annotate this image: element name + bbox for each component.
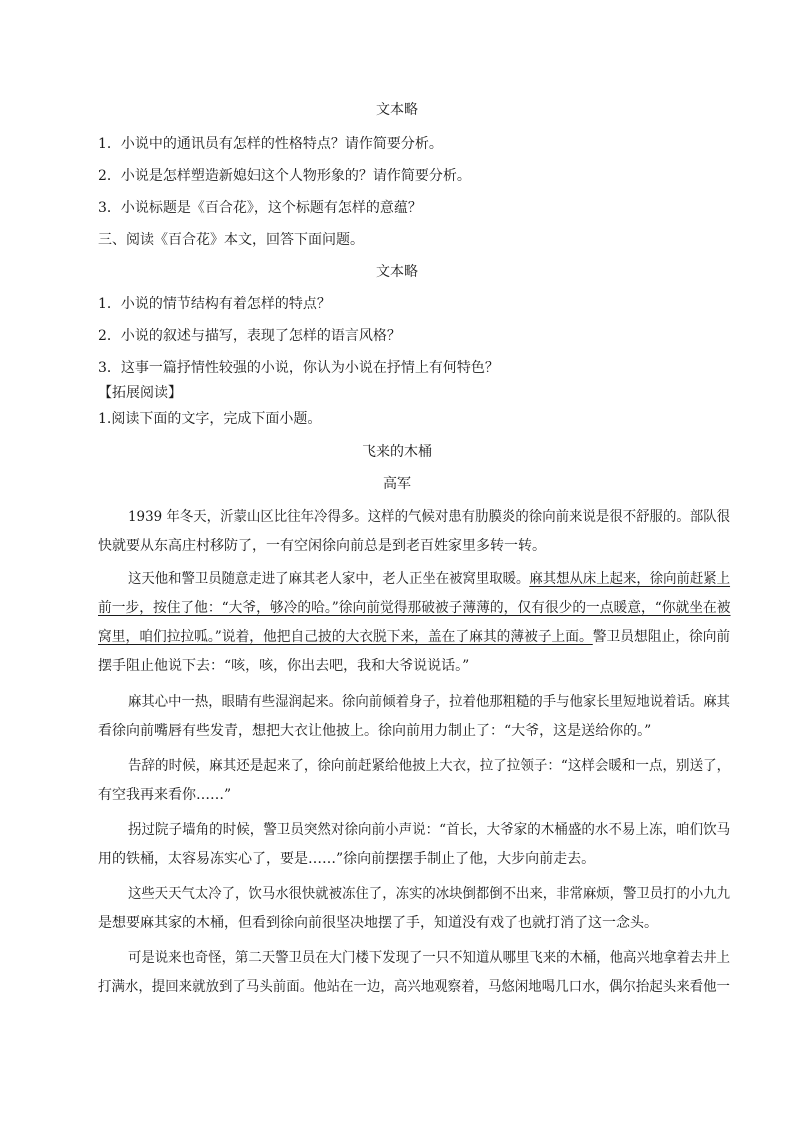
story-paragraph-3-line-2: 看徐向前嘴唇有些发青，想把大衣让他披上。徐向前用力制止了：“大爷，这是送给你的。” — [98, 723, 652, 739]
story-paragraph-1-line-2: 快就要从东高庄村移防了，一有空闲徐向前总是到老百姓家里多转一转。 — [98, 538, 546, 554]
story-author: 高军 — [383, 476, 411, 492]
story-paragraph-2-line-2: 前一步，按住了他：“大爷，够冷的哈。”徐向前觉得那破被子薄薄的，仅有很少的一点暖意，“你就坐在被 — [98, 600, 731, 616]
section3-question-3: 3．这事一篇抒情性较强的小说，你认为小说在抒情上有何特色？ — [98, 360, 499, 376]
extension-instruction: 1.阅读下面的文字，完成下面小题。 — [98, 411, 322, 427]
story-text-plain: 这天他和警卫员随意走进了麻其老人家中，老人正坐在被窝里取暖。 — [128, 571, 530, 587]
story-paragraph-2-line-3 — [98, 628, 730, 646]
story-paragraph-5-line-1: 拐过院子墙角的时候，警卫员突然对徐向前小声说：“首长，大爷家的木桶盛的水不易上冻，咱们饮马 — [128, 822, 731, 838]
story-paragraph-3-line-1: 麻其心中一热，眼睛有些湿润起来。徐向前倾着身子，拉着他那粗糙的手与他家长里短地说着话。麻其 — [128, 694, 731, 710]
story-paragraph-7-line-1: 可是说来也奇怪，第二天警卫员在大门楼下发现了一只不知道从哪里飞来的木桶，他高兴地拿着去井上 — [128, 950, 731, 966]
section3-question-1: 1．小说的情节结构有着怎样的特点？ — [98, 296, 331, 312]
story-text-plain: 警卫员想阻止，徐向前 — [592, 629, 731, 645]
story-paragraph-4-line-1: 告辞的时候，麻其还是起来了，徐向前赶紧给他披上大衣，拉了拉领子：“这样会暖和一点，别送了， — [128, 758, 731, 774]
story-paragraph-2-line-1 — [128, 570, 730, 588]
story-paragraph-4-line-2: 有空我再来看你……” — [98, 787, 232, 803]
story-paragraph-7-line-2: 打满水，提回来就放到了马头前面。他站在一边，高兴地观察着，马悠闲地喝几口水，偶尔抬起头来看他一 — [98, 979, 731, 995]
story-title: 飞来的木桶 — [362, 444, 432, 460]
section3-question-2: 2．小说的叙述与描写，表现了怎样的语言风格？ — [98, 328, 401, 344]
story-paragraph-6-line-2: 是想要麻其家的木桶，但看到徐向前很坚决地摆了手，知道没有戏了也就打消了这一念头。 — [98, 915, 658, 931]
story-text-underlined: 窝里，咱们拉拉呱。”说着，他把自己披的大衣脱下来，盖在了麻其的薄被子上面。 — [98, 629, 593, 645]
story-paragraph-6-line-1: 这些天天气太冷了，饮马水很快就被冻住了，冻实的冰块倒都倒不出来，非常麻烦，警卫员打的小九九 — [128, 886, 731, 902]
story-text-underlined: 麻其想从床上起来，徐向前赶紧上 — [529, 571, 731, 587]
section3-heading: 文本略 — [376, 264, 418, 280]
section3-title: 三、阅读《百合花》本文，回答下面问题。 — [98, 232, 364, 248]
story-paragraph-5-line-2: 用的铁桶，太容易冻实心了，要是……”徐向前摆摆手制止了他，大步向前走去。 — [98, 851, 596, 867]
section1-question-3: 3．小说标题是《百合花》，这个标题有怎样的意蕴？ — [98, 200, 422, 216]
story-paragraph-2-line-4: 摆手阻止他说下去：“咳，咳，你出去吧，我和大爷说说话。” — [98, 658, 470, 674]
section1-heading: 文本略 — [376, 102, 418, 118]
extension-label: 【拓展阅读】 — [98, 385, 182, 401]
story-paragraph-1-line-1: 1939 年冬天，沂蒙山区比往年冷得多。这样的气候对患有肋膜炎的徐向前来说是很不舒服的。部队很 — [128, 509, 731, 525]
section1-question-1: 1．小说中的通讯员有怎样的性格特点？请作简要分析。 — [98, 136, 443, 152]
section1-question-2: 2．小说是怎样塑造新媳妇这个人物形象的？请作简要分析。 — [98, 168, 471, 184]
